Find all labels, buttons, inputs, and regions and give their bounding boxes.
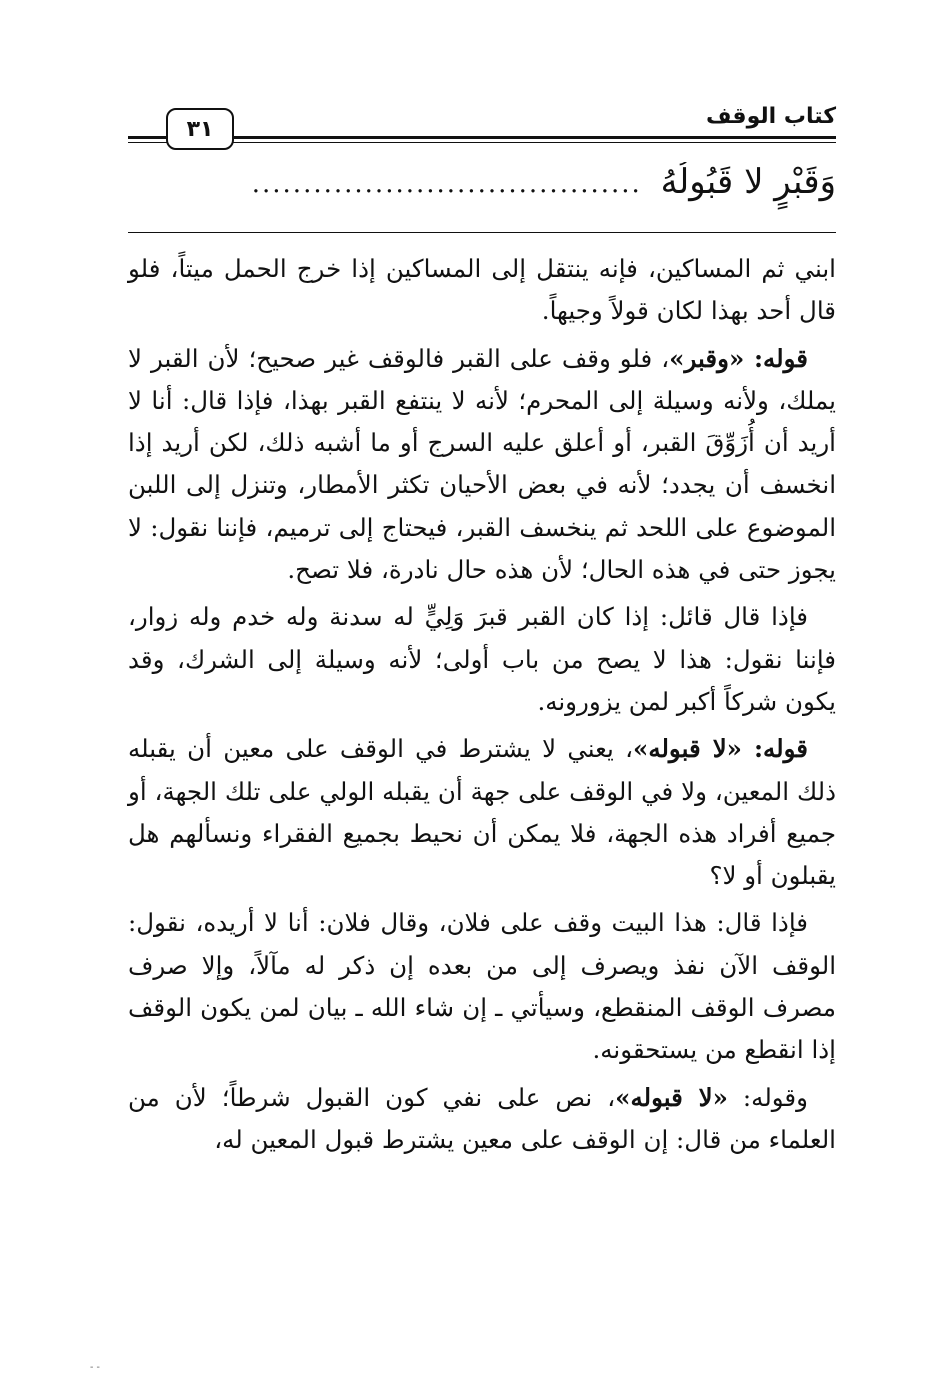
paragraph (128, 338, 836, 592)
matn-line (128, 162, 836, 212)
paragraph-text: ، فلو وقف على القبر فالوقف غير صحيح؛ لأن القبر لا يملك، ولأنه وسيلة إلى المحرم؛ لأنه لا ينتفع القبر بهذا، فإذا قال: أنا لا أريد أن أُزَوِّقَ القبر، أو أعلق عليه السرج أو ما أشبه ذلك، لكن أريد إذا انخسف أن يجدد؛ لأنه في بعض الأحيان تكثر الأمطار، وتنزل إلى اللبن الموضوع على اللحد ثم ينخسف القبر، فيحتاج إلى ترميم، فإننا نقول: لا يجوز حتى في هذه الحال؛ لأن هذه حال نادرة، فلا تصح. (128, 343, 836, 585)
paragraph-text: وقوله: (727, 1082, 808, 1112)
paragraph-text: ابني ثم المساكين، فإنه ينتقل إلى المساكين إذا خرج الحمل ميتاً، فلو قال أحد بهذا لكان قولاً وجيهاً. (128, 254, 836, 326)
bold-quote: «لا قبوله» (615, 1082, 728, 1112)
paragraph-text: فإذا قال: هذا البيت وقف على فلان، وقال فلان: أنا لا أريده، نقول: الوقف الآن نفذ ويصرف إلى من بعده إن ذكر له مآلاً، وإلا صرف مصرف الوقف المنقطع، وسيأتي ـ إن شاء الله ـ بيان لمن يكون الوقف إذا انقطع من يستحقونه. (128, 908, 836, 1065)
matn-dots: ...................................... (251, 169, 642, 199)
page-number: ٣١ (166, 108, 234, 150)
matn-text: وَقَبْرٍ لا قَبُولُهُ (660, 162, 836, 202)
paragraph (128, 728, 836, 897)
paragraph-text: ، نص على نفي كون القبول شرطاً؛ لأن من العلماء من قال: إن الوقف على معين يشترط قبول المعين له، (128, 1082, 836, 1154)
bold-quote: قوله: «وقبر» (669, 343, 808, 373)
paragraph (128, 596, 836, 723)
page-header (128, 100, 836, 156)
matn-divider (128, 232, 836, 233)
paragraph-text: فإذا قال قائل: إذا كان القبر قبرَ وَلِيٍّ له سدنة وله خدم وله زوار، فإننا نقول: هذا لا يصح من باب أولى؛ لأنه وسيلة إلى الشرك، وقد يكون شركاً أكبر لمن يزورونه. (128, 602, 836, 716)
bold-quote: قوله: «لا قبوله» (633, 734, 809, 764)
header-rule (128, 136, 836, 139)
corner-mark: - - (90, 1362, 100, 1373)
paragraph (128, 248, 836, 333)
commentary-body (128, 248, 836, 1166)
paragraph (128, 1077, 836, 1162)
book-title: كتاب الوقف (705, 104, 836, 129)
paragraph-text: ، يعني لا يشترط في الوقف على معين أن يقبله ذلك المعين، ولا في الوقف على جهة أن يقبله الولي على تلك الجهة، أو جميع أفراد هذه الجهة، فلا يمكن أن نحيط بجميع الفقراء ونسألهم هل يقبلون أو لا؟ (128, 734, 836, 891)
paragraph (128, 902, 836, 1071)
header-rule-thin (128, 142, 836, 143)
